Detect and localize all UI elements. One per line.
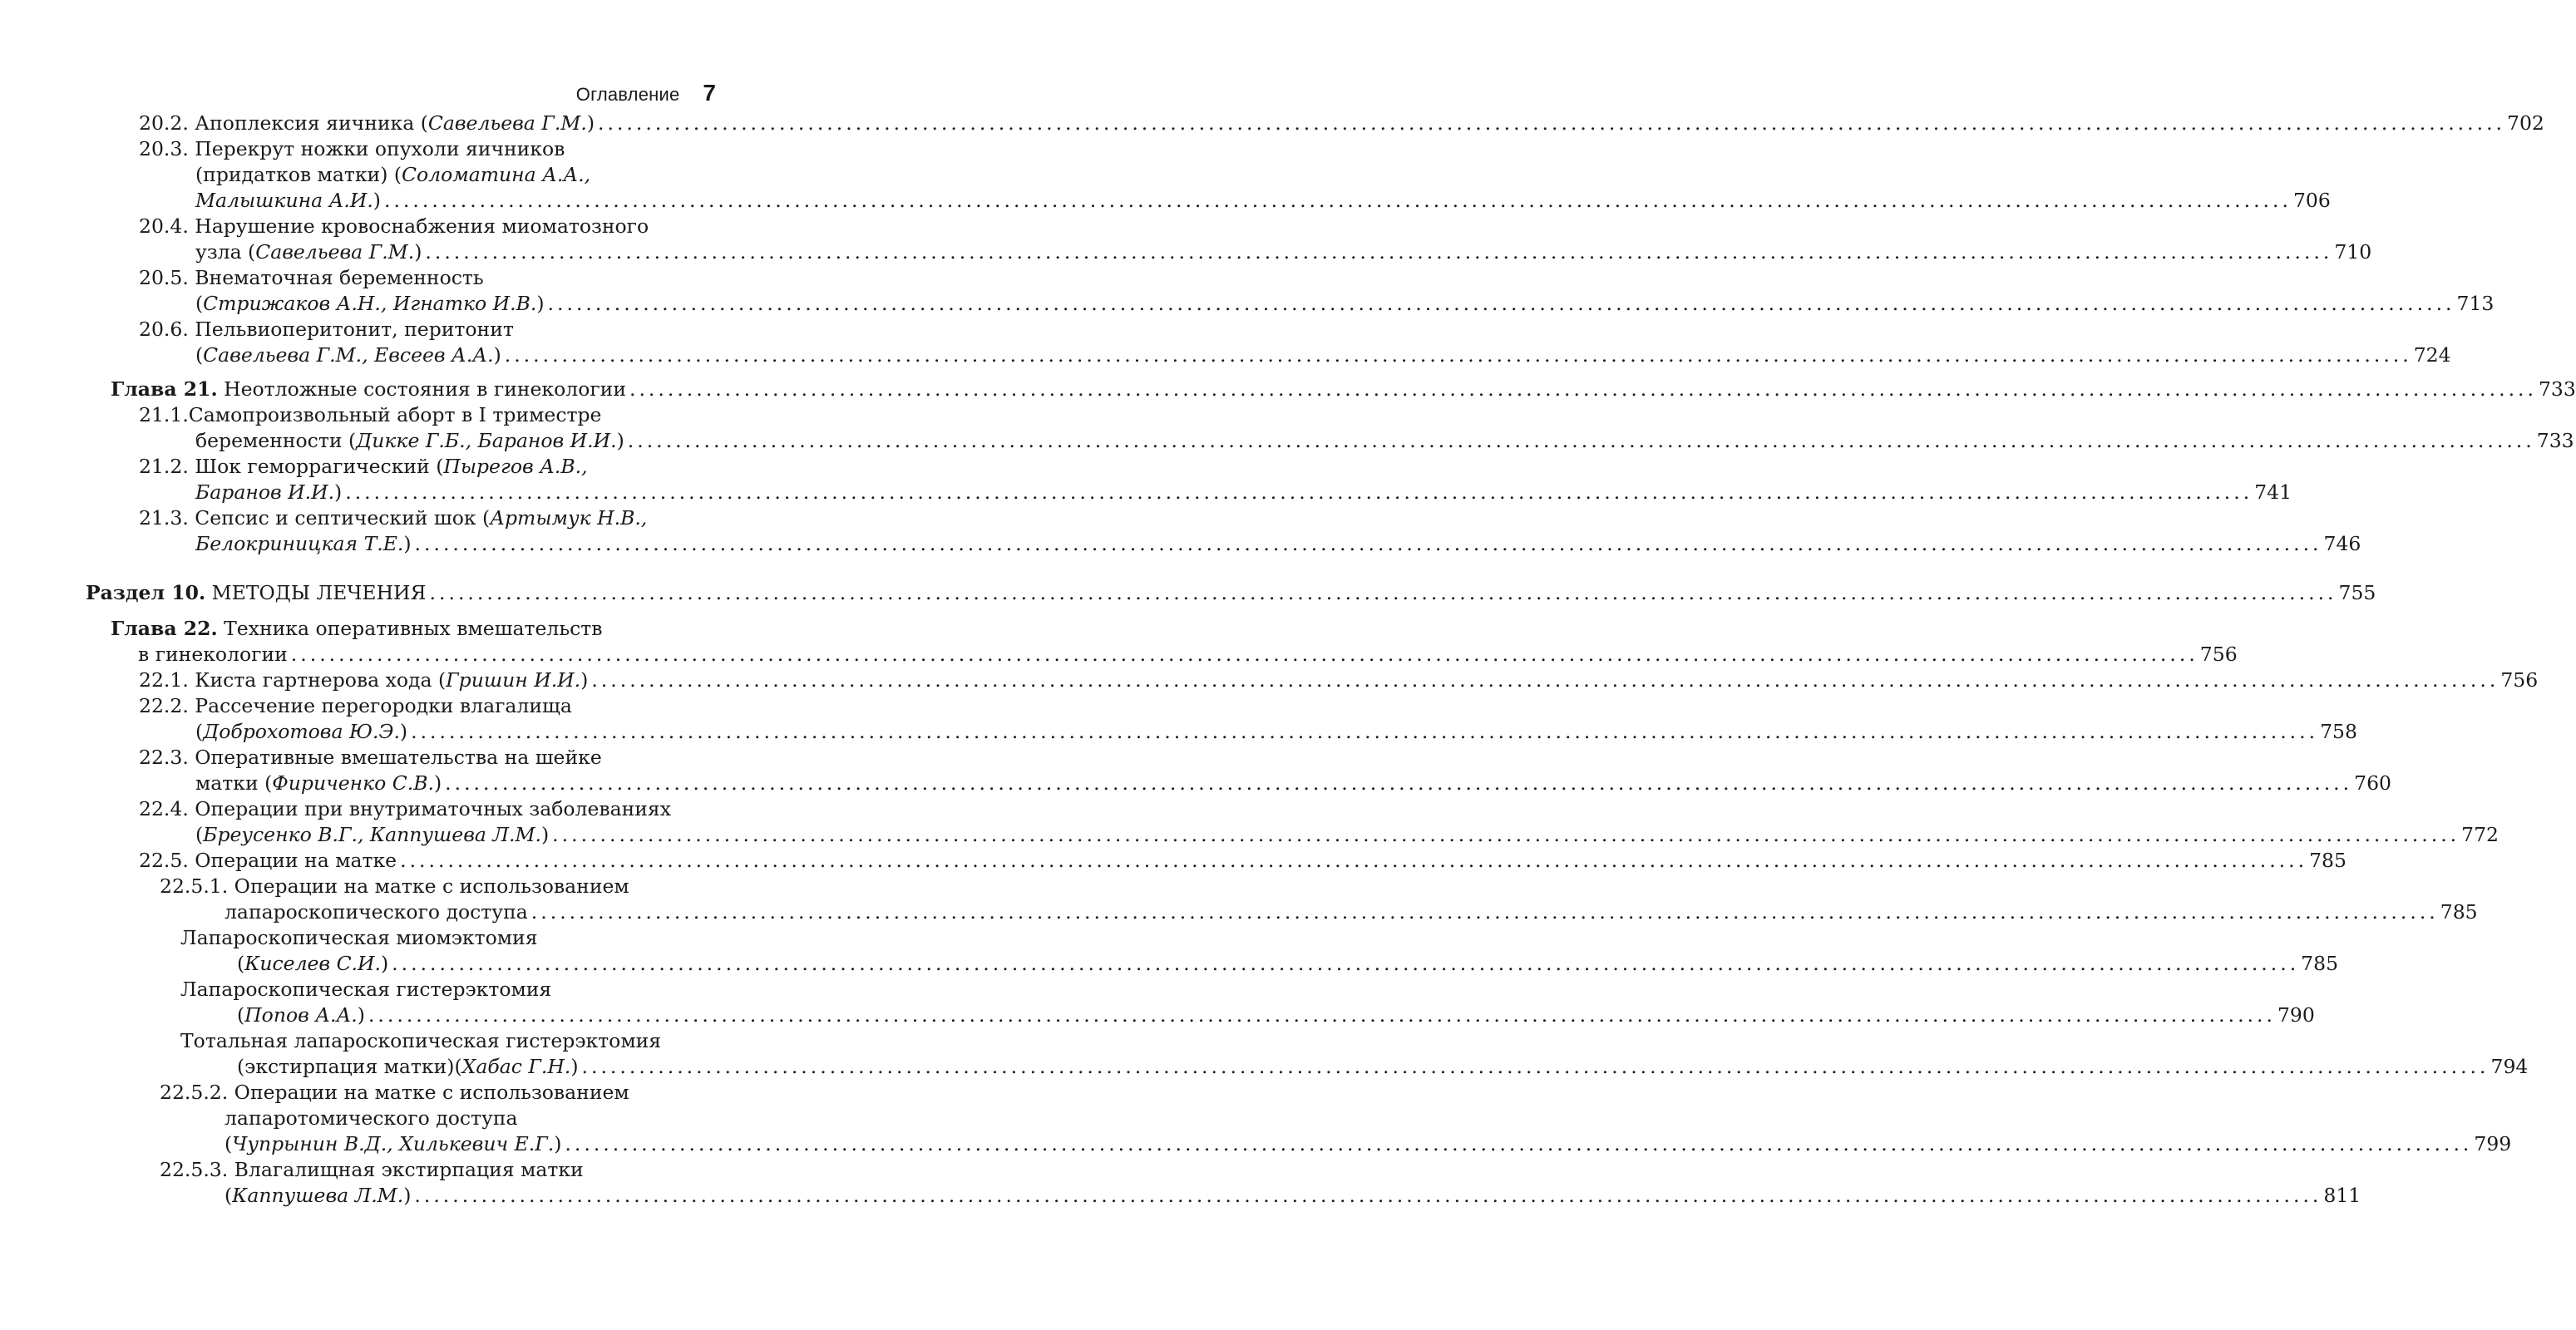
page-header — [576, 80, 716, 106]
toc-page-number: 710 — [2334, 240, 2372, 264]
toc-part[interactable] — [86, 580, 2376, 606]
toc-entry[interactable] — [139, 667, 2539, 693]
toc-chapter[interactable] — [111, 616, 2238, 667]
dot-leader: ........................................................................................................................................................................................................ — [368, 1003, 2276, 1027]
dot-leader: ........................................................................................................................................................................................................ — [383, 189, 2292, 212]
toc-entry[interactable] — [139, 111, 2544, 136]
toc-page-number: 785 — [2301, 952, 2339, 975]
toc-page-number: 799 — [2474, 1132, 2512, 1155]
dot-leader: ........................................................................................................................................................................................................ — [547, 292, 2455, 315]
toc-page-number: 713 — [2456, 292, 2495, 315]
toc-page-number: 785 — [2440, 900, 2478, 924]
dot-leader: ........................................................................................................................................................................................................ — [392, 952, 2300, 975]
toc-entry-line: (Доброхотова Ю.Э.) — [195, 720, 408, 743]
table-of-contents — [0, 111, 2576, 1209]
toc-entry-line: (экстирпация матки)(Хабас Г.Н.) — [237, 1055, 579, 1078]
toc-entry-line: узла (Савельева Г.М.) — [195, 240, 422, 264]
toc-entry-line: (Савельева Г.М., Евсеев А.А.) — [195, 343, 501, 367]
toc-entry-line: Глава 22. Техника оперативных вмешательств — [111, 617, 603, 640]
toc-entry-line: 22.1. Киста гартнерова хода (Гришин И.И.) — [139, 668, 589, 692]
dot-leader: ........................................................................................................................................................................................................ — [591, 668, 2500, 692]
toc-entry-line: 21.3. Сепсис и септический шок (Артымук Н.В., — [139, 506, 648, 530]
toc-entry-line: Баранов И.И.) — [195, 480, 343, 504]
toc-page-number: 811 — [2323, 1184, 2361, 1207]
dot-leader: ........................................................................................................................................................................................................ — [598, 111, 2506, 135]
toc-entry[interactable] — [139, 848, 2347, 874]
toc-page-number: 706 — [2292, 189, 2331, 212]
toc-entry-line: 20.2. Апоплексия яичника (Савельева Г.М.) — [139, 111, 595, 135]
toc-entry-line: 22.3. Оперативные вмешательства на шейке — [139, 746, 602, 769]
toc-subentry[interactable] — [160, 1157, 2361, 1209]
dot-leader: ........................................................................................................................................................................................................ — [414, 1184, 2322, 1207]
dot-leader: ........................................................................................................................................................................................................ — [414, 532, 2322, 555]
dot-leader: ........................................................................................................................................................................................................ — [552, 823, 2460, 846]
toc-page-number: 733 — [2536, 429, 2574, 452]
dot-leader: ........................................................................................................................................................................................................ — [429, 581, 2337, 604]
dot-leader: ........................................................................................................................................................................................................ — [345, 480, 2253, 504]
toc-entry-line: (Попов А.А.) — [237, 1003, 365, 1027]
toc-entry-line: Глава 21. Неотложные состояния в гинекологии — [111, 377, 626, 401]
toc-subentry[interactable] — [180, 977, 2315, 1028]
dot-leader: ........................................................................................................................................................................................................ — [400, 849, 2308, 872]
toc-entry-line: (придатков матки) (Соломатина А.А., — [195, 163, 591, 186]
toc-entry-line: лапароскопического доступа — [225, 900, 528, 924]
toc-entry-line: лапаротомического доступа — [225, 1106, 518, 1130]
dot-leader: ........................................................................................................................................................................................................ — [425, 240, 2333, 264]
toc-page-number: 702 — [2507, 111, 2544, 135]
toc-entry-line: Лапароскопическая гистерэктомия — [180, 978, 552, 1001]
toc-page-number: 733 — [2538, 377, 2576, 401]
page-number: 7 — [703, 80, 716, 106]
toc-entry-line: Тотальная лапароскопическая гистерэктомия — [180, 1029, 662, 1052]
dot-leader: ........................................................................................................................................................................................................ — [530, 900, 2439, 924]
toc-entry-line: (Чупрынин В.Д., Хилькевич Е.Г.) — [225, 1132, 562, 1155]
toc-subentry[interactable] — [180, 925, 2339, 977]
toc-entry[interactable] — [139, 402, 2574, 454]
toc-page-number: 760 — [2354, 771, 2391, 795]
toc-entry-line: (Каппушева Л.М.) — [225, 1184, 412, 1207]
toc-entry-line: 22.5. Операции на матке — [139, 849, 397, 872]
toc-entry[interactable] — [139, 693, 2357, 745]
toc-entry-line: 20.3. Перекрут ножки опухоли яичников — [139, 137, 565, 160]
toc-entry-line: 20.4. Нарушение кровоснабжения миоматозного — [139, 214, 649, 238]
toc-page-number: 756 — [2500, 668, 2539, 692]
toc-entry-line: 21.1.Самопроизвольный аборт в I триместре — [139, 403, 602, 426]
running-title: Оглавление — [575, 84, 680, 105]
dot-leader: ........................................................................................................................................................................................................ — [581, 1055, 2490, 1078]
dot-leader: ........................................................................................................................................................................................................ — [565, 1132, 2473, 1155]
toc-entry-line: 22.2. Рассечение перегородки влагалища — [139, 694, 572, 717]
toc-page-number: 758 — [2320, 720, 2357, 743]
dot-leader: ........................................................................................................................................................................................................ — [629, 377, 2537, 401]
dot-leader: ........................................................................................................................................................................................................ — [411, 720, 2319, 743]
toc-entry[interactable] — [139, 214, 2372, 265]
toc-entry-line: (Стрижаков А.Н., Игнатко И.В.) — [195, 292, 545, 315]
toc-entry-line: (Бреусенко В.Г., Каппушева Л.М.) — [195, 823, 550, 846]
toc-entry-line: 20.5. Внематочная беременность — [139, 266, 484, 289]
toc-entry-line: 22.4. Операции при внутриматочных заболеваниях — [139, 797, 671, 820]
toc-entry-line: 22.5.2. Операции на матке с использованием — [160, 1081, 629, 1104]
toc-entry[interactable] — [139, 745, 2391, 796]
dot-leader: ........................................................................................................................................................................................................ — [445, 771, 2353, 795]
toc-entry-line: 22.5.3. Влагалищная экстирпация матки — [160, 1158, 584, 1181]
toc-page-number: 756 — [2199, 643, 2238, 666]
toc-entry-line: 20.6. Пельвиоперитонит, перитонит — [139, 318, 514, 341]
dot-leader: ........................................................................................................................................................................................................ — [504, 343, 2412, 367]
toc-page-number: 772 — [2461, 823, 2500, 846]
toc-entry[interactable] — [139, 136, 2331, 214]
toc-entry-line: в гинекологии — [138, 643, 288, 666]
toc-page-number: 741 — [2254, 480, 2292, 504]
toc-entry[interactable] — [139, 505, 2361, 557]
toc-page-number: 790 — [2277, 1003, 2315, 1027]
toc-page-number: 794 — [2490, 1055, 2529, 1078]
toc-entry[interactable] — [139, 796, 2500, 848]
toc-entry[interactable] — [139, 265, 2495, 317]
toc-entry[interactable] — [139, 317, 2451, 368]
toc-page-number: 785 — [2309, 849, 2347, 872]
toc-subentry[interactable] — [180, 1028, 2529, 1080]
toc-entry-line: беременности (Дикке Г.Б., Баранов И.И.) — [195, 429, 624, 452]
toc-subentry[interactable] — [160, 874, 2478, 925]
toc-entry-line: Лапароскопическая миомэктомия — [180, 926, 538, 949]
toc-entry-line: (Киселев С.И.) — [237, 952, 389, 975]
toc-entry-line: 21.2. Шок геморрагический (Пырегов А.В., — [139, 455, 588, 478]
toc-entry[interactable] — [139, 454, 2292, 505]
toc-subentry[interactable] — [160, 1080, 2512, 1157]
toc-page-number: 755 — [2338, 581, 2376, 604]
dot-leader: ........................................................................................................................................................................................................ — [627, 429, 2535, 452]
toc-page-number: 746 — [2323, 532, 2361, 555]
toc-entry-line: Белокриницкая Т.Е.) — [195, 532, 412, 555]
toc-entry-line: Раздел 10. МЕТОДЫ ЛЕЧЕНИЯ — [86, 581, 427, 604]
toc-page-number: 724 — [2413, 343, 2451, 367]
toc-entry-line: 22.5.1. Операции на матке с использованием — [160, 874, 629, 898]
toc-chapter[interactable] — [111, 377, 2576, 402]
toc-entry-line: Малышкина А.И.) — [195, 189, 381, 212]
toc-entry-line: матки (Фириченко С.В.) — [195, 771, 442, 795]
dot-leader: ........................................................................................................................................................................................................ — [290, 643, 2198, 666]
